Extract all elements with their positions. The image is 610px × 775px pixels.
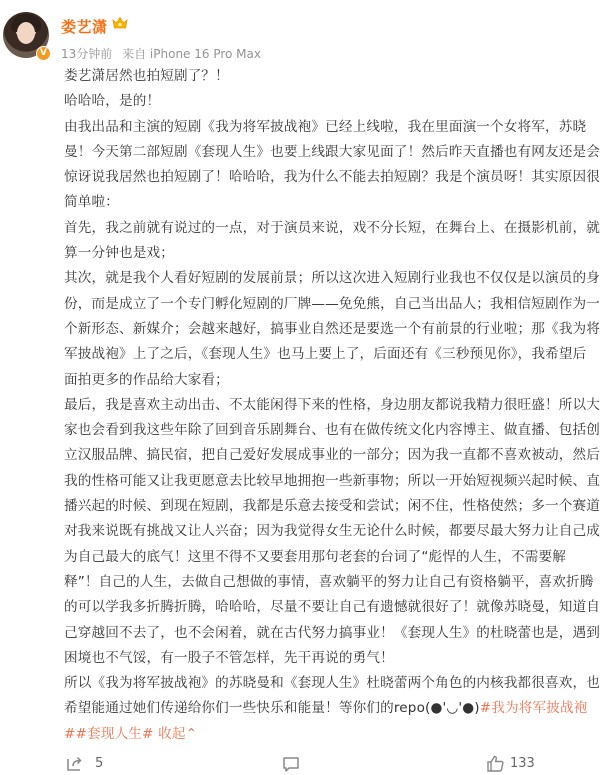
paragraph-6: 最后，我是喜欢主动出击、不太能闲得下来的性格，身边朋友都说我精力很旺盛！所以大家也会看到我这些年除了回到音乐剧舞台、也有在做传统文化内容博主、做直播、包括创立汉服品牌、搞民宿，把自己爱好发展成事业的一部分；因为我一直都不喜欢被动，然后我的性格可能又让我更愿意去比较早地拥抱一些新事物；所以一开始短视频兴起时候、直播兴起的时候、到现在短剧，我都是乐意去接受和尝试；闲不住，性格使然；多一个赛道对我来说既有挑战又让人兴奋；因为我觉得女生无论什么时候，都要尽最大努力让自己成为自己最大的底气！这里不得不又要套用那句老套的台词了“彪悍的人生，不需要解释”！自己的人生，去做自己想做的事情，喜欢躺平的努力让自己有资格躺平，喜欢折腾的可以学我多折腾折腾，哈哈哈，尽量不要让自己有遗憾就很好了！就像苏晓曼，知道自己穿越回不去了，也不会闲着，就在古代努力搞事业！《套现人生》的杜晓蕾也是，遇到困境也不气馁，有一股子不管怎样，先干再说的勇气！ bbox=[64, 396, 601, 666]
paragraph-7 bbox=[64, 671, 600, 747]
paragraph-5: 其次，就是我个人看好短剧的发展前景；所以这次进入短剧行业我也不仅仅是以演员的身份，而是成立了一个专门孵化短剧的厂牌——免免熊，自己当出品人；我相信短剧作为一个新形态、新媒介；会越来越好，搞事业自然还是要选一个有前景的行业啦；那《我为将军披战袍》上了之后，《套现人生》也马上要上了，后面还有《三秒预见你》，我希望后面拍更多的作品给大家看； bbox=[64, 270, 601, 388]
avatar-face bbox=[17, 22, 35, 44]
paragraph-3: 由我出品和主演的短剧《我为将军披战袍》已经上线啦，我在里面演一个女将军，苏晓曼！今天第二部短剧《套现人生》也要上线跟大家见面了！然后昨天直播也有网友还是会惊讶说我居然也拍短剧了！哈哈哈，我为什么不能去拍短剧？我是个演员呀！其实原因很简单啦： bbox=[64, 118, 601, 211]
paragraph-2: 哈哈哈，是的！ bbox=[64, 93, 161, 110]
share-icon[interactable] bbox=[66, 755, 84, 773]
author-name[interactable]: 娄艺潇 bbox=[61, 18, 108, 36]
post-meta bbox=[61, 45, 267, 62]
topic-link-1[interactable]: #我为将军披战袍 bbox=[479, 700, 588, 717]
vip-crown-icon bbox=[112, 16, 128, 30]
post-time[interactable]: 13分钟前 bbox=[61, 47, 113, 61]
collapse-label: 收起 bbox=[158, 725, 186, 742]
post-content bbox=[64, 64, 600, 747]
paragraph-4: 首先，我之前就有说过的一点，对于演员来说，戏不分长短，在舞台上、在摄影机前，就算一分钟也是戏； bbox=[64, 219, 601, 262]
like-count: 133 bbox=[510, 756, 535, 771]
post-source: 来自 iPhone 16 Pro Max bbox=[122, 47, 261, 61]
share-count: 5 bbox=[95, 756, 104, 771]
action-bar bbox=[0, 745, 610, 775]
verified-badge-icon: V bbox=[36, 46, 51, 61]
paragraph-1: 娄艺潇居然也拍短剧了？！ bbox=[64, 68, 229, 84]
collapse-button[interactable] bbox=[158, 726, 197, 742]
post-header bbox=[0, 0, 610, 64]
comment-icon[interactable] bbox=[282, 755, 300, 773]
paragraph-7-text: 所以《我为将军披战袍》的苏晓曼和《套现人生》杜晓蕾两个角色的内核我都很喜欢，也希望能通过她们传递给你们一些快乐和能量！等你们的repo(●'◡'●) bbox=[64, 675, 601, 717]
topic-link-2[interactable]: ##套现人生# bbox=[64, 725, 154, 742]
like-thumb-icon[interactable] bbox=[486, 754, 505, 773]
chevron-up-icon: ⌃ bbox=[185, 725, 198, 742]
